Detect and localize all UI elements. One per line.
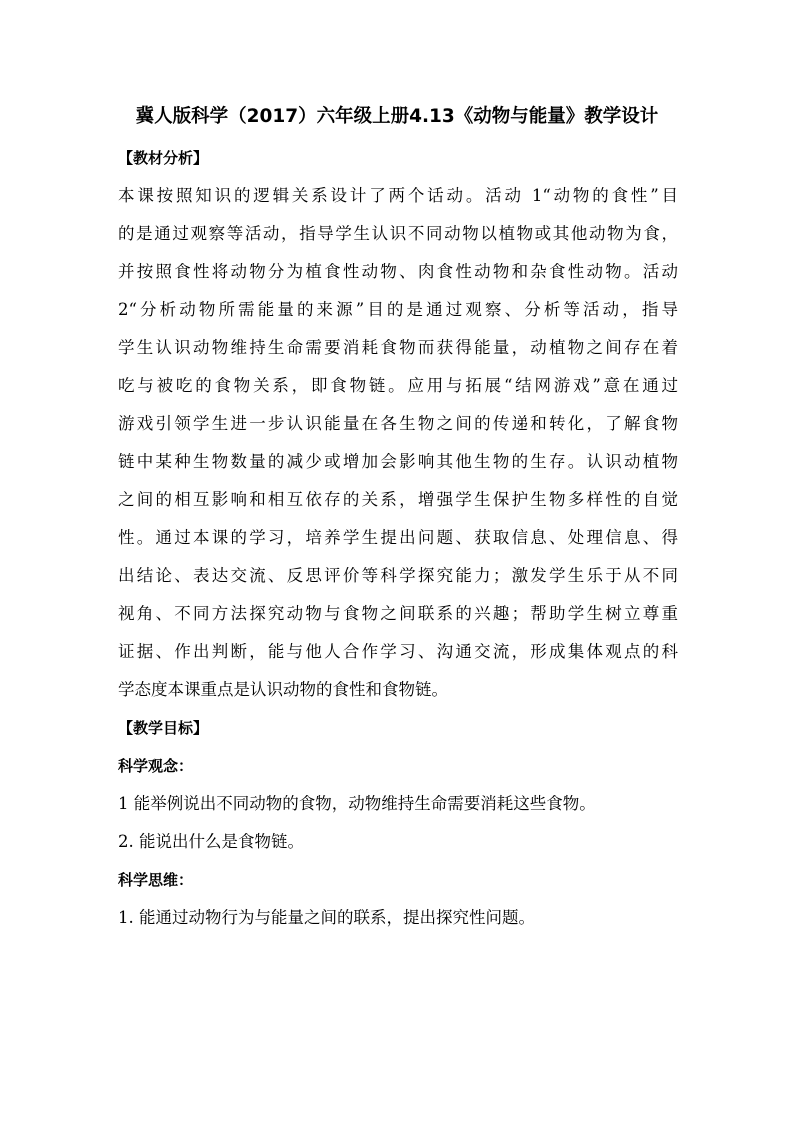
paragraph-line: 证据、作出判断，能与他人合作学习、沟通交流，形成集体观点的科 xyxy=(118,642,678,661)
paragraph-line: 吃与被吃的食物关系，即食物链。应用与拓展“结网游戏”意在通过 xyxy=(118,376,678,395)
paragraph-line: 链中某种生物数量的减少或增加会影响其他生物的生存。认识动植物 xyxy=(118,452,678,471)
list-item: 1 能举例说出不同动物的食物，动物维持生命需要消耗这些食物。 xyxy=(118,794,596,813)
paragraph-line: 学生认识动物维持生命需要消耗食物而获得能量，动植物之间存在着 xyxy=(118,338,678,357)
paragraph-line: 学态度本课重点是认识动物的食性和食物链。 xyxy=(118,680,448,699)
subsection-heading-science-thinking: 科学思维： xyxy=(118,871,194,889)
document-title: 冀人版科学（2017）六年级上册4.13《动物与能量》教学设计 xyxy=(135,106,659,127)
subsection-heading-science-concept: 科学观念： xyxy=(118,757,194,775)
paragraph-line: 性。通过本课的学习，培养学生提出问题、获取信息、处理信息、得 xyxy=(118,528,678,547)
paragraph-line: 的是通过观察等活动，指导学生认识不同动物以植物或其他动物为食， xyxy=(118,224,678,243)
list-item: 2. 能说出什么是食物链。 xyxy=(118,832,304,851)
paragraph-line: 视角、不同方法探究动物与食物之间联系的兴趣；帮助学生树立尊重 xyxy=(118,604,678,623)
paragraph-line: 本课按照知识的逻辑关系设计了两个话动。活动 1“动物的食性”目 xyxy=(118,186,678,205)
paragraph-line: 之间的相互影响和相互依存的关系，增强学生保护生物多样性的自觉 xyxy=(118,490,678,509)
list-item: 1. 能通过动物行为与能量之间的联系，提出探究性问题。 xyxy=(118,908,535,927)
paragraph-line: 游戏引领学生进一步认识能量在各生物之间的传递和转化，了解食物 xyxy=(118,414,678,433)
section-heading-material-analysis: 【教材分析】 xyxy=(118,149,209,167)
section-heading-teaching-goals: 【教学目标】 xyxy=(118,719,209,737)
paragraph-line: 2“分析动物所需能量的来源”目的是通过观察、分析等活动，指导 xyxy=(118,300,678,319)
paragraph-line: 出结论、表达交流、反思评价等科学探究能力；激发学生乐于从不同 xyxy=(118,566,678,585)
paragraph-line: 并按照食性将动物分为植食性动物、肉食性动物和杂食性动物。活动 xyxy=(118,262,678,281)
